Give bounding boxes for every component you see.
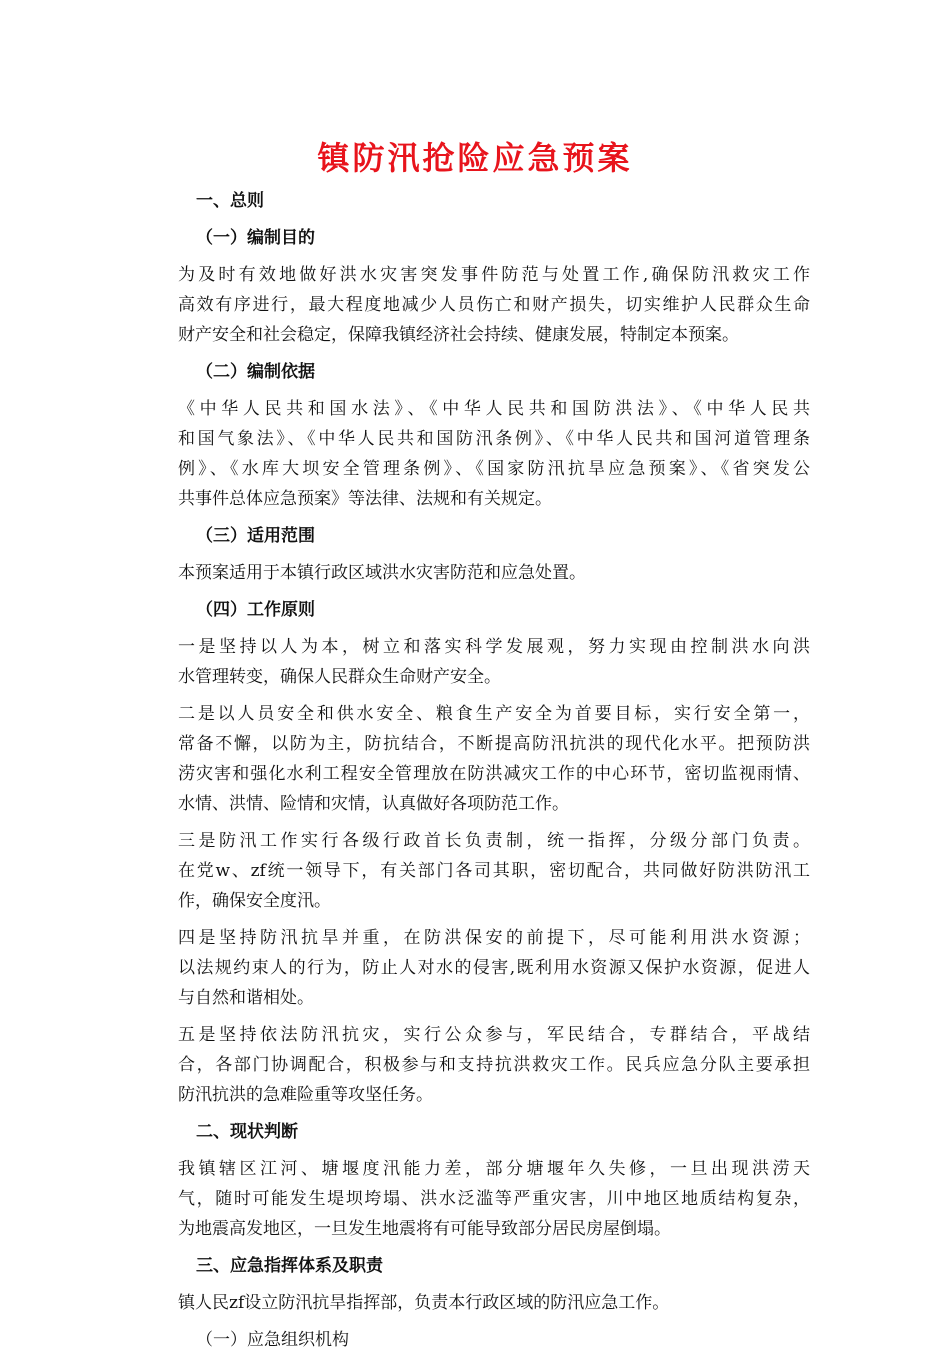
document-title: 镇防汛抢险应急预案 [317,139,633,177]
paragraph [144,394,810,514]
paragraph-line: 财产安全和社会稳定，保障我镇经济社会持续、健康发展，特制定本预案。 [178,325,739,345]
paragraph-line: 本预案适用于本镇行政区域洪水灾害防范和应急处置。 [178,563,586,583]
paragraph-line: 《中华人民共和国水法》、《中华人民共和国防洪法》、《中华人民共 [178,399,810,419]
paragraph-line: 在党w、zf统一领导下，有关部门各司其职，密切配合，共同做好防洪防汛工 [178,861,810,881]
paragraph-line: 气，随时可能发生堤坝垮塌、洪水泛滥等严重灾害，川中地区地质结构复杂， [178,1189,810,1209]
paragraph [144,632,810,692]
paragraph-line: 为地震高发地区，一旦发生地震将有可能导致部分居民房屋倒塌。 [178,1219,671,1239]
section-heading: 三、应急指挥体系及职责 [196,1256,383,1276]
subsection-heading: （三）适用范围 [196,526,315,546]
section-heading: 一、总则 [196,191,264,211]
paragraph-line: 水情、洪情、险情和灾情，认真做好各项防范工作。 [178,794,569,814]
paragraph-line: 四是坚持防汛抗旱并重，在防洪保安的前提下，尽可能利用洪水资源； [178,928,810,948]
paragraph [144,260,810,350]
paragraph-line: 共事件总体应急预案》等法律、法规和有关规定。 [178,489,552,509]
subsection-heading: （一）编制目的 [196,228,315,248]
paragraph-line: 我镇辖区江河、塘堰度汛能力差，部分塘堰年久失修，一旦出现洪涝天 [178,1159,810,1179]
paragraph-line: 水管理转变，确保人民群众生命财产安全。 [178,667,501,687]
paragraph-line: 二是以人员安全和供水安全、粮食生产安全为首要目标，实行安全第一， [178,704,810,724]
paragraph-line: 作，确保安全度汛。 [178,891,331,911]
paragraph-line: 以法规约束人的行为，防止人对水的侵害,既利用水资源又保护水资源，促进人 [178,958,810,978]
section-heading: 二、现状判断 [196,1122,298,1142]
paragraph-line: 和国气象法》、《中华人民共和国防汛条例》、《中华人民共和国河道管理条 [178,429,810,449]
paragraph [144,923,810,1013]
paragraph [144,558,810,588]
paragraph [144,826,810,916]
paragraph-line: 与自然和谐相处。 [178,988,314,1008]
paragraph [144,1020,810,1110]
paragraph-line: 五是坚持依法防汛抗灾，实行公众参与，军民结合，专群结合，平战结 [178,1025,810,1045]
paragraph-line: 防汛抗洪的急难险重等攻坚任务。 [178,1085,433,1105]
subsection-heading: （一）应急组织机构 [196,1330,349,1350]
subsection-heading: （四）工作原则 [196,600,315,620]
paragraph-line: 为及时有效地做好洪水灾害突发事件防范与处置工作,确保防汛救灾工作 [178,265,810,285]
paragraph-line: 高效有序进行，最大程度地减少人员伤亡和财产损失，切实维护人民群众生命 [178,295,810,315]
paragraph-line: 合，各部门协调配合，积极参与和支持抗洪救灾工作。民兵应急分队主要承担 [178,1055,810,1075]
paragraph [144,699,810,819]
paragraph-line: 三是防汛工作实行各级行政首长负责制，统一指挥，分级分部门负责。 [178,831,810,851]
document-body [144,186,810,1362]
paragraph-line: 镇人民zf设立防汛抗旱指挥部，负责本行政区域的防汛应急工作。 [178,1293,670,1313]
subsection-heading: （二）编制依据 [196,362,315,382]
paragraph [144,1154,810,1244]
paragraph-line: 例》、《水库大坝安全管理条例》、《国家防汛抗旱应急预案》、《省突发公 [178,459,810,479]
paragraph-line: 涝灾害和强化水利工程安全管理放在防洪减灾工作的中心环节，密切监视雨情、 [178,764,810,784]
paragraph-line: 一是坚持以人为本，树立和落实科学发展观，努力实现由控制洪水向洪 [178,637,810,657]
paragraph [144,1288,810,1318]
paragraph-line: 常备不懈，以防为主，防抗结合，不断提高防汛抗洪的现代化水平。把预防洪 [178,734,810,754]
